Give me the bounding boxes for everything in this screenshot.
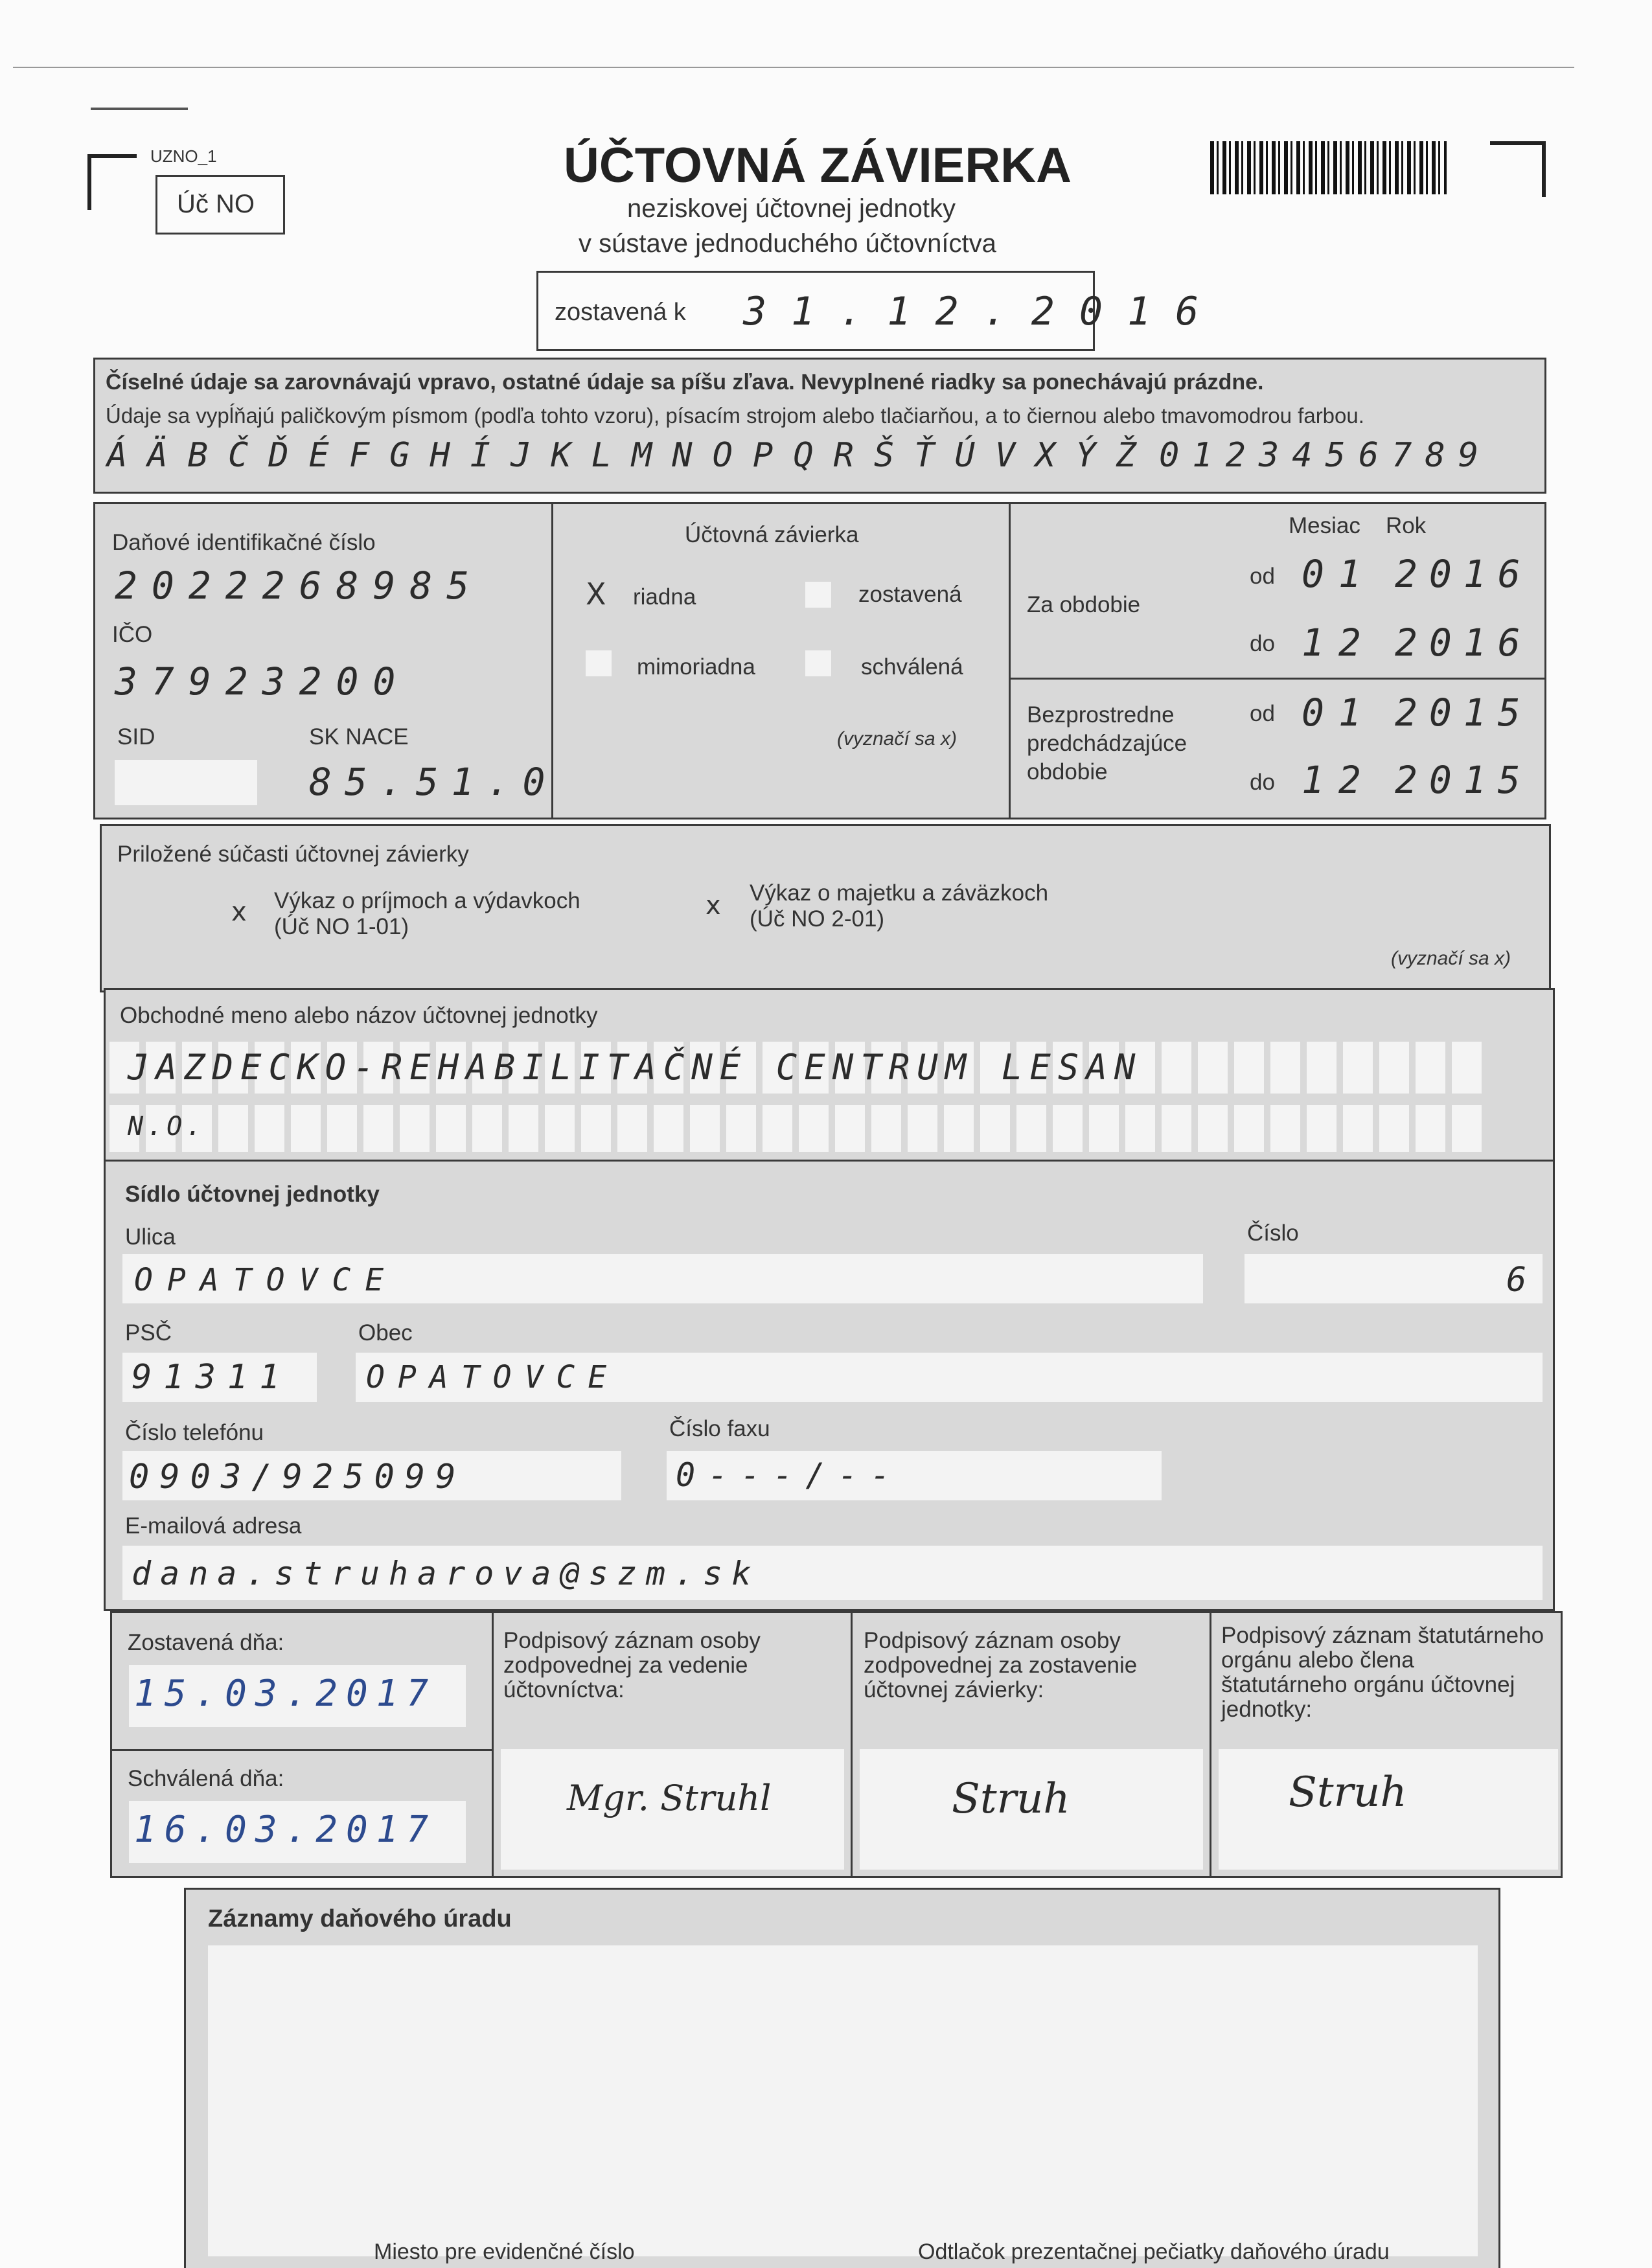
sid-label: SID: [117, 724, 155, 750]
cur-from-year: 2016: [1395, 552, 1532, 596]
ico-label: IČO: [112, 622, 153, 647]
type-note: (vyznačí sa x): [837, 728, 958, 750]
compiled-checkbox[interactable]: [805, 582, 831, 608]
regular-label: riadna: [633, 584, 696, 610]
phone-label: Číslo telefónu: [125, 1420, 264, 1445]
entity-name-line-1: JAZDECKO-REHABILITAČNÉ CENTRUM LESAN: [128, 1047, 1143, 1088]
city-label: Obec: [358, 1320, 413, 1346]
compiled-type-label: zostavená: [858, 582, 962, 607]
subtitle-2: v sústave jednoduchého účtovníctva: [579, 229, 996, 258]
closing-sign-label: Podpisový záznam osoby zodpovednej za zostavenie účtovnej závierky:: [864, 1628, 1138, 1702]
psc-value: 91311: [132, 1358, 292, 1397]
psc-label: PSČ: [125, 1320, 172, 1346]
type-heading: Účtovná závierka: [685, 522, 859, 547]
extra-checkbox[interactable]: [586, 650, 612, 676]
instructions-box: [93, 358, 1546, 494]
seat-heading: Sídlo účtovnej jednotky: [125, 1182, 380, 1207]
closing-signature: Struh: [952, 1775, 1070, 1823]
compiled-date-box: [536, 271, 1224, 351]
prev-from-month: 01: [1302, 691, 1375, 735]
compiled-label: zostavená k: [555, 299, 686, 326]
entity-name-line-2: N.O.: [128, 1112, 206, 1141]
street-value: OPATOVCE: [134, 1262, 398, 1298]
ico-value: 37923200: [115, 659, 410, 704]
entity-block: [104, 988, 1555, 1611]
board-sign-label: Podpisový záznam štatutárneho orgánu alebo člena štatutárneho orgánu účtovnej jednotky:: [1221, 1623, 1544, 1722]
barcode: [1210, 141, 1447, 194]
extra-label: mimoriadna: [637, 654, 755, 680]
fax-label: Číslo faxu: [669, 1416, 770, 1441]
cur-to-label: do: [1250, 631, 1275, 656]
form-tag: Úč NO: [177, 190, 255, 218]
attachments-heading: Priložené súčasti účtovnej závierky: [117, 842, 469, 867]
income-report-checkbox[interactable]: x: [231, 897, 247, 927]
prev-period-label-3: obdobie: [1027, 759, 1108, 785]
attachments-note: (vyznačí sa x): [1391, 948, 1511, 969]
prev-to-label: do: [1250, 770, 1275, 795]
short-rule: [91, 108, 188, 110]
entity-name-label: Obchodné meno alebo názov účtovnej jednotky: [120, 1003, 598, 1028]
divider-2: [1009, 504, 1011, 818]
cur-from-label: od: [1250, 564, 1275, 589]
compiled-on-value: 15.03.2017: [134, 1673, 437, 1715]
accounting-signature: Mgr. Struhl: [567, 1778, 772, 1818]
corner-mark-right: [1490, 141, 1546, 197]
email-value: dana.struharova@szm.sk: [132, 1555, 761, 1592]
entity-name-cells-2: [109, 1105, 1482, 1152]
signature-block: [110, 1611, 1563, 1878]
number-label: Číslo: [1247, 1220, 1299, 1246]
page-title: ÚČTOVNÁ ZÁVIERKA: [564, 138, 1072, 193]
sample-letters: ÁÄBČĎÉFGHÍJKLMNOPQRŠŤÚVXÝŽ: [107, 436, 1156, 475]
form-tag-box: [155, 175, 285, 235]
current-period-label: Za obdobie: [1027, 592, 1141, 617]
prev-from-label: od: [1250, 701, 1275, 726]
sig-date-divider: [112, 1749, 492, 1751]
approved-checkbox[interactable]: [805, 650, 831, 676]
month-label: Mesiac: [1289, 513, 1360, 538]
ident-block: [93, 502, 1546, 819]
prev-period-label-1: Bezprostredne: [1027, 702, 1175, 727]
prev-period-label-2: predchádzajúce: [1027, 731, 1187, 756]
assets-report-checkbox[interactable]: x: [706, 891, 721, 921]
year-label: Rok: [1386, 513, 1427, 538]
income-report-label-2: (Úč NO 1-01): [274, 914, 409, 939]
dic-value: 2022268985: [115, 564, 484, 608]
sig-divider-3: [1210, 1613, 1211, 1876]
approved-on-value: 16.03.2017: [134, 1809, 437, 1851]
prev-to-year: 2015: [1395, 758, 1532, 802]
form-code: UZNO_1: [150, 146, 217, 166]
nace-value: 85.51.0: [309, 760, 558, 804]
evidence-number-label: Miesto pre evidenčné číslo: [374, 2239, 635, 2264]
cur-from-month: 01: [1302, 552, 1375, 596]
number-value: 6: [1506, 1261, 1527, 1300]
dic-label: Daňové identifikačné číslo: [112, 530, 376, 555]
instructions-line-1: Číselné údaje sa zarovnávajú vpravo, ostatné údaje sa píšu zľava. Nevyplnené riadky sa ponechávajú prázdne.: [106, 370, 1264, 395]
tax-office-block: [184, 1888, 1500, 2268]
sid-cells: [115, 760, 257, 805]
attachments-block: [100, 824, 1551, 992]
prev-to-month: 12: [1302, 758, 1375, 802]
sig-divider-2: [851, 1613, 853, 1876]
nace-label: SK NACE: [309, 724, 409, 750]
city-value: OPATOVCE: [366, 1359, 620, 1395]
board-signature: Struh: [1289, 1769, 1407, 1816]
sig-divider-1: [492, 1613, 494, 1876]
top-rule: [13, 67, 1574, 68]
assets-report-label-1: Výkaz o majetku a záväzkoch: [750, 880, 1049, 906]
stamp-label: Odtlačok prezentačnej pečiatky daňového úradu: [918, 2239, 1390, 2264]
compiled-on-label: Zostavená dňa:: [128, 1630, 284, 1655]
approved-type-label: schválená: [861, 654, 963, 680]
sample-digits: 0123456789: [1159, 436, 1492, 475]
prev-from-year: 2015: [1395, 691, 1532, 735]
approved-on-label: Schválená dňa:: [128, 1766, 284, 1791]
seat-divider: [106, 1160, 1553, 1162]
email-label: E-mailová adresa: [125, 1513, 302, 1539]
divider-period: [1009, 678, 1545, 680]
number-input[interactable]: [1245, 1254, 1543, 1303]
corner-mark-left: [87, 154, 137, 210]
fax-value: 0---/--: [676, 1456, 903, 1494]
assets-report-label-2: (Úč NO 2-01): [750, 906, 885, 932]
accounting-sign-label: Podpisový záznam osoby zodpovednej za vedenie účtovníctva:: [503, 1628, 761, 1702]
compiled-value: 31.12.2016: [743, 289, 1224, 334]
cur-to-month: 12: [1302, 621, 1375, 665]
income-report-label-1: Výkaz o príjmoch a výdavkoch: [274, 888, 580, 913]
cur-to-year: 2016: [1395, 621, 1532, 665]
tax-office-heading: Záznamy daňového úradu: [208, 1905, 512, 1932]
subtitle-1: neziskovej účtovnej jednotky: [627, 194, 956, 223]
tax-office-area: [208, 1945, 1478, 2256]
instructions-line-2: Údaje sa vypĺňajú paličkovým písmom (podľa tohto vzoru), písacím strojom alebo tlačiarňou, a to čiernou alebo tmavomodrou farbou.: [106, 404, 1364, 428]
street-label: Ulica: [125, 1224, 176, 1250]
regular-checkbox[interactable]: X: [586, 577, 606, 612]
phone-value: 0903/925099: [129, 1458, 466, 1496]
